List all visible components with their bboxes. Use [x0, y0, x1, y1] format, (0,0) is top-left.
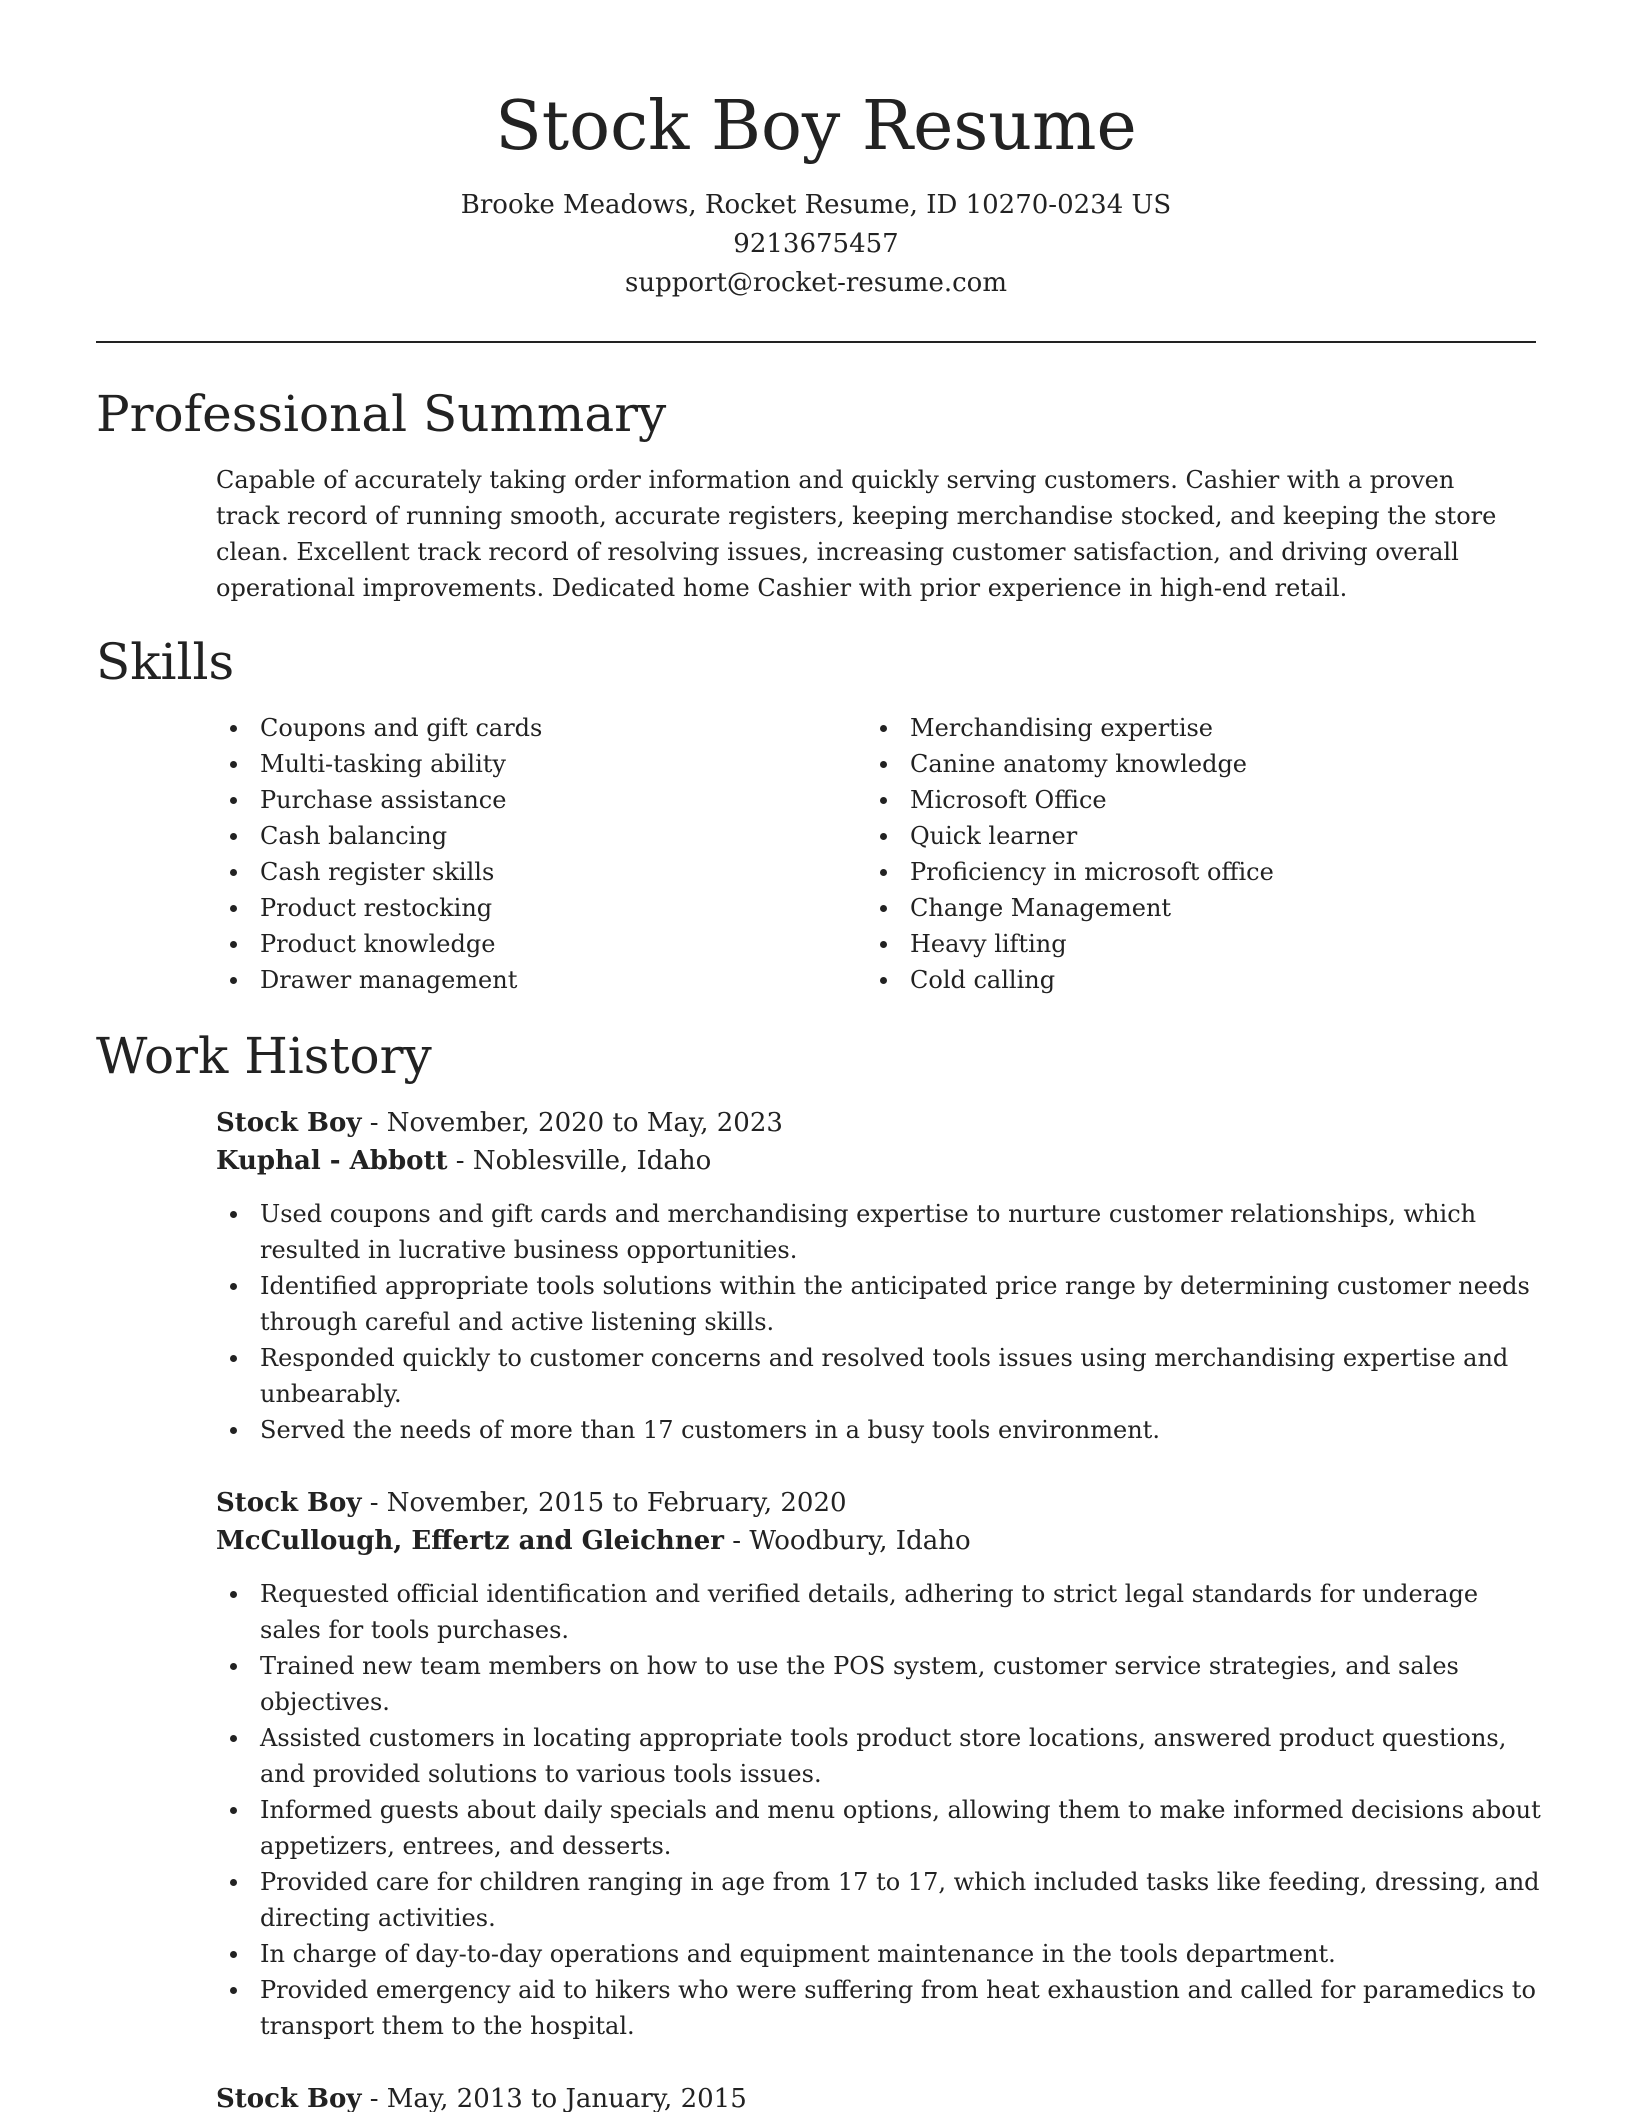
skill-item: Microsoft Office [866, 782, 1466, 818]
skill-item: Heavy lifting [866, 926, 1466, 962]
skill-item: Coupons and gift cards [216, 710, 816, 746]
job-company: McCullough, Effertz and Gleichner [216, 1526, 724, 1556]
job-bullet: Served the needs of more than 17 customers in a busy tools environment. [216, 1412, 1546, 1448]
job-bullet: Identified appropriate tools solutions within the anticipated price range by determining customer needs through careful and active listening skills. [216, 1268, 1546, 1340]
job-bullet: Responded quickly to customer concerns and resolved tools issues using merchandising expertise and unbearably. [216, 1340, 1546, 1412]
skill-item: Quick learner [866, 818, 1466, 854]
job-bullet: Used coupons and gift cards and merchandising expertise to nurture customer relationships, which resulted in lucrative business opportunities. [216, 1196, 1546, 1268]
skill-item: Product knowledge [216, 926, 816, 962]
job-separator: - [369, 2084, 387, 2112]
job-bullet: Provided care for children ranging in age from 17 to 17, which included tasks like feeding, dressing, and directing activities. [216, 1864, 1546, 1936]
summary-heading: Professional Summary [96, 385, 667, 443]
job-title-line [216, 1104, 1536, 1142]
resume-header [0, 0, 1632, 303]
skill-item: Cold calling [866, 962, 1466, 998]
work-history-heading: Work History [96, 1027, 432, 1085]
job-title: Stock Boy [216, 2084, 362, 2112]
job-bullet: Provided emergency aid to hikers who were suffering from heat exhaustion and called for paramedics to transport them to the hospital. [216, 1972, 1546, 2044]
skill-item: Canine anatomy knowledge [866, 746, 1466, 782]
header-divider [96, 341, 1536, 343]
job-location: Noblesville, Idaho [472, 1146, 712, 1176]
job-location: Woodbury, Idaho [749, 1526, 971, 1556]
job-title-line [216, 2080, 1536, 2112]
job-entry [216, 1104, 1536, 1448]
contact-phone: 9213675457 [733, 229, 899, 259]
skill-item: Cash balancing [216, 818, 816, 854]
job-bullet-list [216, 1576, 1546, 2044]
job-dates: November, 2020 to May, 2023 [386, 1108, 783, 1138]
job-dates: November, 2015 to February, 2020 [386, 1488, 847, 1518]
skill-item: Product restocking [216, 890, 816, 926]
job-entry [216, 2080, 1536, 2112]
job-dates: May, 2013 to January, 2015 [386, 2084, 747, 2112]
skill-item: Change Management [866, 890, 1466, 926]
summary-text: Capable of accurately taking order information and quickly serving customers. Cashier with a proven track record of running smooth, accurate registers, keeping merchandise stocked, and keeping the store clean. Excellent track record of resolving issues, increasing customer satisfaction, and driving overall operational improvements. Dedicated home Cashier with prior experience in high-end retail. [216, 466, 1497, 602]
job-bullet: In charge of day-to-day operations and equipment maintenance in the tools department. [216, 1936, 1546, 1972]
contact-email: support@rocket-resume.com [624, 268, 1007, 298]
job-title: Stock Boy [216, 1108, 362, 1138]
job-company-line [216, 1142, 1536, 1180]
job-bullet: Assisted customers in locating appropriate tools product store locations, answered product questions, and provided solutions to various tools issues. [216, 1720, 1546, 1792]
job-company: Kuphal - Abbott [216, 1146, 448, 1176]
skills-list-left [216, 710, 816, 998]
contact-info [0, 186, 1632, 303]
skill-item: Merchandising expertise [866, 710, 1466, 746]
skill-item: Purchase assistance [216, 782, 816, 818]
resume-title: Stock Boy Resume [495, 87, 1137, 166]
job-separator: - [455, 1146, 473, 1176]
job-bullet: Trained new team members on how to use the POS system, customer service strategies, and sales objectives. [216, 1648, 1546, 1720]
job-title-line [216, 1484, 1536, 1522]
contact-address: Brooke Meadows, Rocket Resume, ID 10270-0234 US [460, 190, 1172, 220]
job-bullet: Requested official identification and verified details, adhering to strict legal standards for underage sales for tools purchases. [216, 1576, 1546, 1648]
skill-item: Multi-tasking ability [216, 746, 816, 782]
skills-heading: Skills [96, 633, 235, 691]
job-entry [216, 1484, 1541, 2044]
job-bullet: Informed guests about daily specials and menu options, allowing them to make informed decisions about appetizers, entrees, and desserts. [216, 1792, 1546, 1864]
job-separator: - [732, 1526, 750, 1556]
skill-item: Cash register skills [216, 854, 816, 890]
skills-list-right [866, 710, 1466, 998]
job-separator: - [369, 1488, 387, 1518]
job-title: Stock Boy [216, 1488, 362, 1518]
skill-item: Drawer management [216, 962, 816, 998]
job-company-line [216, 1522, 1536, 1560]
job-bullet-list [216, 1196, 1546, 1448]
job-separator: - [369, 1108, 387, 1138]
skill-item: Proficiency in microsoft office [866, 854, 1466, 890]
